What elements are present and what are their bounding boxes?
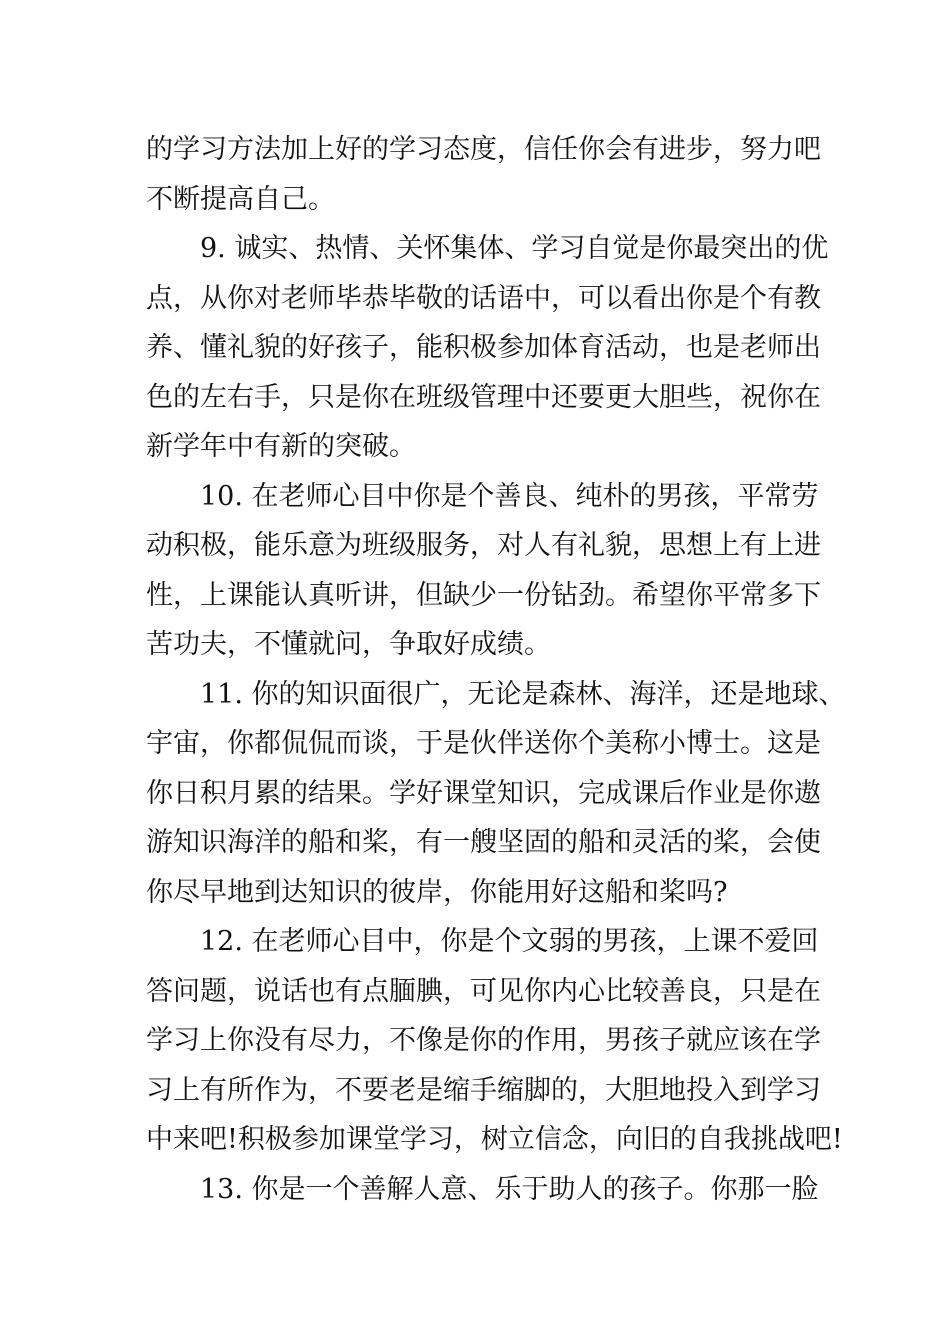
text-line: 动积极，能乐意为班级服务，对人有礼貌，思想上有上进 [146,530,821,561]
paragraph-13-start: 13. 你是一个善解人意、乐于助人的孩子。你那一脸 [200,1173,819,1205]
text-line: 养、懂礼貌的好孩子，能积极参加体育活动，也是老师出 [146,332,821,363]
text-line: 苦功夫，不懂就问，争取好成绩。 [146,629,551,660]
text-line: 中来吧!积极参加课堂学习，树立信念，向旧的自我挑战吧! [146,1124,843,1155]
text-line: 的学习方法加上好的学习态度，信任你会有进步，努力吧 [146,134,821,165]
text-line: 答问题，说话也有点腼腆，可见你内心比较善良，只是在 [146,975,821,1007]
paragraph-9-start: 9. 诚实、热情、关怀集体、学习自觉是你最突出的优 [200,233,829,264]
text-line: 游知识海洋的船和桨，有一艘坚固的船和灵活的桨，会使 [146,827,821,858]
text-line: 学习上你没有尽力，不像是你的作用，男孩子就应该在学 [146,1025,821,1056]
text-line: 新学年中有新的突破。 [146,431,416,462]
text-line: 宇宙，你都侃侃而谈，于是伙伴送你个美称小博士。这是 [146,728,821,759]
text-line: 你日积月累的结果。学好课堂知识，完成课后作业是你遨 [146,777,821,809]
text-line: 不断提高自己。 [146,183,335,215]
text-line: 性，上课能认真听讲，但缺少一份钻劲。希望你平常多下 [146,579,821,611]
paragraph-11-start: 11. 你的知识面很广，无论是森林、海洋，还是地球、 [200,678,846,710]
text-line: 习上有所作为，不要老是缩手缩脚的，大胆地投入到学习 [146,1074,821,1106]
paragraph-10-start: 10. 在老师心目中你是个善良、纯朴的男孩，平常劳 [200,480,819,512]
text-line: 色的左右手，只是你在班级管理中还要更大胆些，祝你在 [146,381,821,413]
paragraph-12-start: 12. 在老师心目中，你是个文弱的男孩，上课不爱回 [200,926,819,957]
text-line: 你尽早地到达知识的彼岸，你能用好这船和桨吗? [146,876,728,908]
text-line: 点，从你对老师毕恭毕敬的话语中，可以看出你是个有教 [146,282,821,314]
document-body [146,125,846,1214]
